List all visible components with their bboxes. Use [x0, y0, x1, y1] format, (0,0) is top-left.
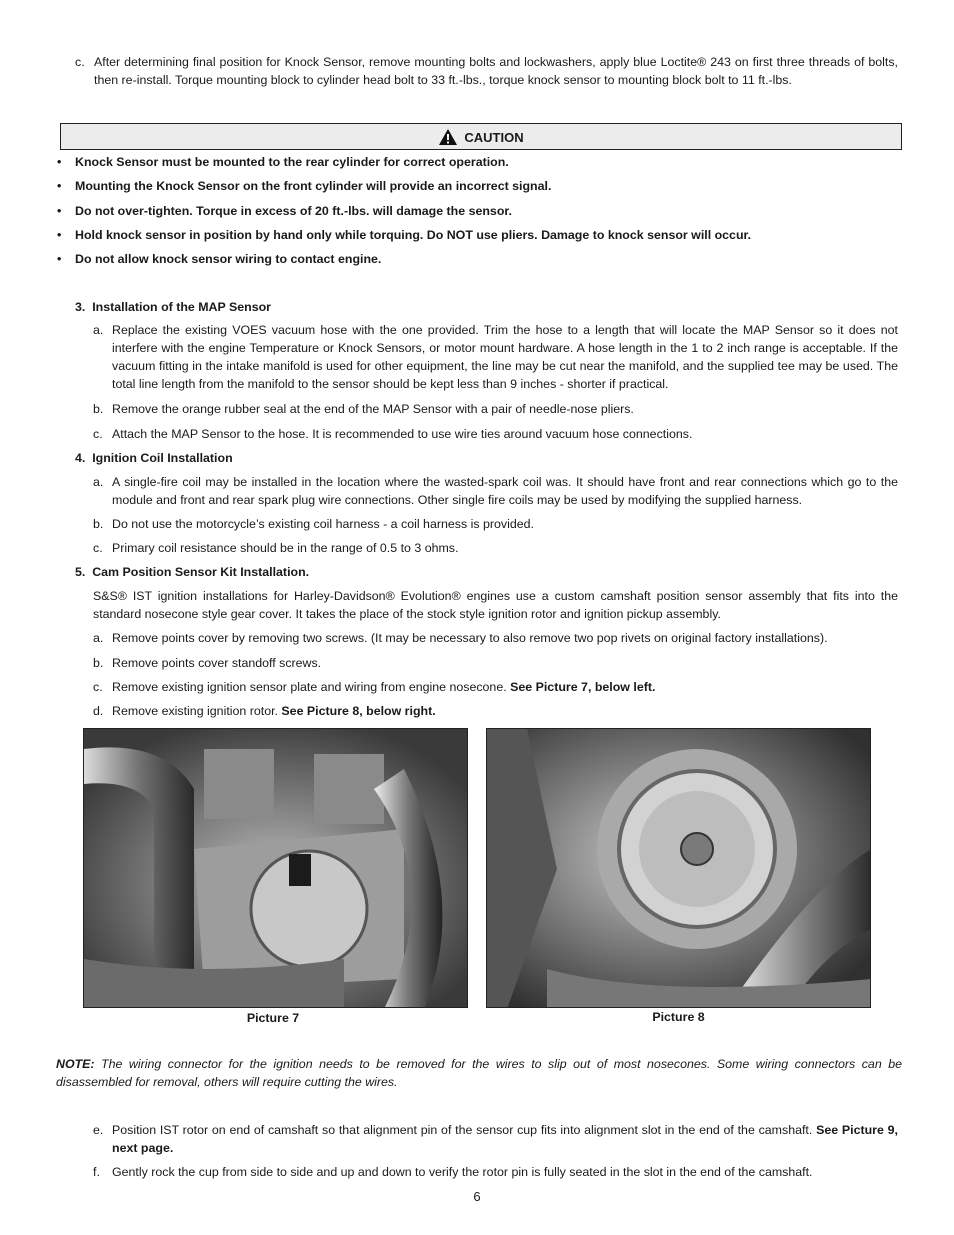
list-item: c. Remove existing ignition sensor plate and wiring from engine nosecone. See Picture 7, below left.	[93, 680, 656, 694]
step-text: After determining final position for Knock Sensor, remove mounting bolts and lockwashers, apply blue Loctite® 243 on first three threads of bolts, then re-install. Torque mounting block to cylinder head bolt to 33 ft.-lbs., torque knock sensor to mounting block bolt to 11 ft.-lbs.	[94, 55, 898, 87]
list-item: d. Remove existing ignition rotor. See Picture 8, below right.	[93, 704, 436, 718]
step-2c	[75, 53, 898, 89]
caution-banner	[60, 123, 902, 150]
section-heading: 3. Installation of the MAP Sensor	[75, 300, 271, 314]
list-item: c. Primary coil resistance should be in the range of 0.5 to 3 ohms.	[93, 541, 459, 555]
note-label: NOTE:	[56, 1057, 95, 1071]
page-number: 6	[473, 1189, 481, 1204]
list-item: b. Remove points cover standoff screws.	[93, 656, 322, 670]
list-item: b. Remove the orange rubber seal at the end of the MAP Sensor with a pair of needle-nose pliers.	[93, 402, 634, 416]
caution-title: CAUTION	[464, 130, 524, 145]
picture-8-photo	[486, 728, 871, 1008]
list-item: a. A single-fire coil may be installed in the location where the wasted-spark coil was. It should have front and rear connections which go to the module and front and rear spark plug wire connections. Other single fire coils may be used by modifying the supplied harness.	[93, 475, 898, 507]
section-intro: S&S® IST ignition installations for Harley-Davidson® Evolution® engines use a custom camshaft position sensor assembly that fits into the standard nosecone style gear cover. It takes the place of the stock style ignition rotor and ignition pickup assembly.	[93, 589, 898, 621]
section-heading: 5. Cam Position Sensor Kit Installation.	[75, 565, 310, 579]
list-item: b. Do not use the motorcycle’s existing coil harness - a coil harness is provided.	[93, 517, 534, 531]
list-item: f. Gently rock the cup from side to side and up and down to verify the rotor pin is fully seated in the slot in the end of the camshaft.	[93, 1165, 813, 1179]
picture-7-photo	[83, 728, 468, 1008]
warning-triangle-icon	[438, 128, 458, 146]
note-text: The wiring connector for the ignition needs to be removed for the wires to slip out of most nosecones. Some wiring connectors can be disassembled for removal, others will require cutting the wires.	[56, 1057, 902, 1089]
list-item: a. Replace the existing VOES vacuum hose with the one provided. Trim the hose to a length that will locate the MAP Sensor so it does not interfere with the engine Temperature or Knock Sensors, or motor mount hardware. A hose length in the 1 to 2 inch range is acceptable. If the vacuum fitting in the intake manifold is used for other equipment, the line may be cut near the manifold, and the supplied tee may be used. The total line length from the manifold to the sensor should be kept less than 9 inches - shorter if practical.	[93, 323, 898, 391]
list-item: a. Remove points cover by removing two screws. (It may be necessary to also remove two pop rivets on original factory installations).	[93, 631, 828, 645]
picture-8-caption: Picture 8	[652, 1010, 705, 1024]
picture-7-caption: Picture 7	[246, 1011, 300, 1025]
list-item: c. Attach the MAP Sensor to the hose. It is recommended to use wire ties around vacuum hose connections.	[93, 427, 693, 441]
step-label: c.	[75, 55, 85, 69]
note-paragraph	[56, 1055, 902, 1091]
list-item: e. Position IST rotor on end of camshaft so that alignment pin of the sensor cup fits into alignment slot in the end of the camshaft. See Picture 9, next page.	[93, 1123, 898, 1155]
section-heading: 4. Ignition Coil Installation	[75, 451, 233, 465]
